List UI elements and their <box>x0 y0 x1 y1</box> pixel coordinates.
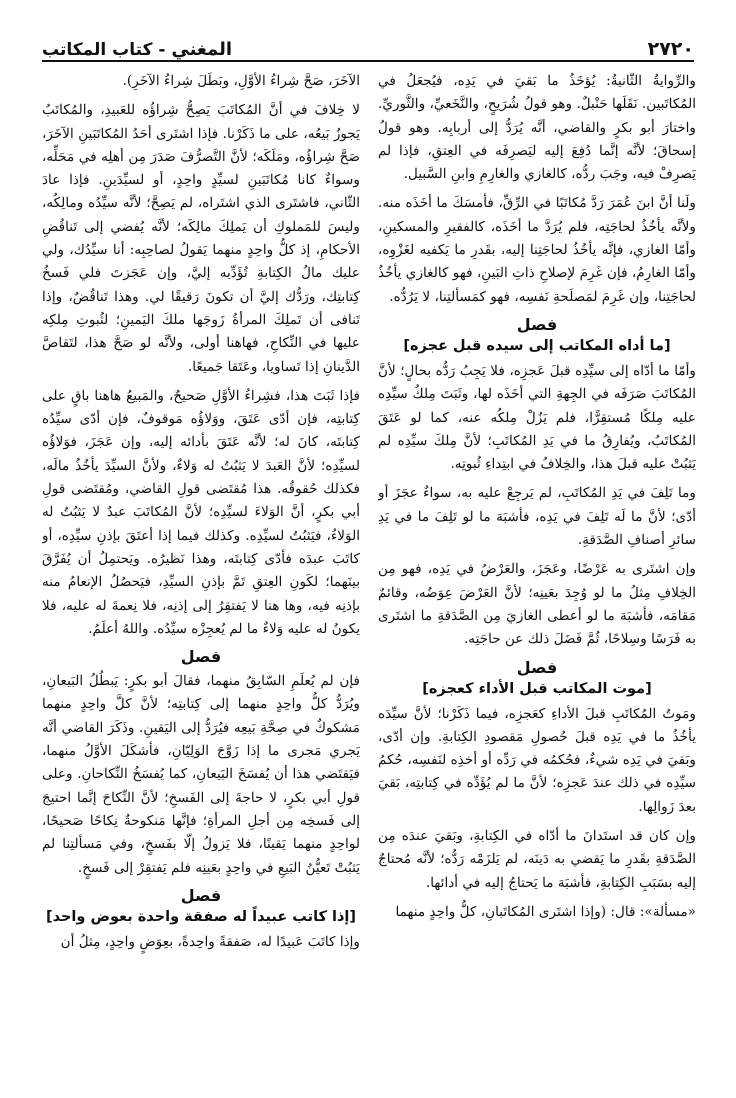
page-header <box>42 30 694 62</box>
paragraph: ولَنا أنَّ ابنَ عُمَرَ رَدَّ مُكاتَبًا في الرِّقِّ، فأمسَكَ ما أخَذَه منه. ولأنَّه يأخُذُ لحاجَتِه، فلم يُرَدَّ ما أخَذَه، كالفقيرِ والمسكينِ، وأمّا الغازي، فإنَّه يأخُذُ لحاجَتِنا إليه، بقَدرِ ما يَكفيه لغَزْوِه، وأمّا الغارِمُ، فإن غَرِمَ لإصلاحِ ذاتِ البَينِ، فهو كالغازي يأخُذُ لحاجَتِنا، وإن غَرِمَ لمَصلَحةِ نَفسِه، فهو كمَسألتِنا، لا يَرُدُّه. <box>378 195 696 305</box>
right-column <box>378 70 696 1062</box>
text-columns <box>42 70 696 1062</box>
title-separator: - <box>152 40 172 60</box>
section-heading: فصل <box>180 647 222 667</box>
running-title <box>42 39 232 60</box>
section-subtitle: [ما أداه المكاتب إلى سيده قبل عجزه] <box>403 337 671 354</box>
section-heading: فصل <box>180 885 222 905</box>
paragraph: وما تَلِفَ في يَدِ المُكاتَبِ، لم يَرجِعْ عليه به، سواءٌ عجَزَ أو أدّى؛ لأنَّ ما لَه تَلِفَ في يَدِه، فأشبَهَ ما لو تَلِفَ ما في يَدِ سائرِ أصنافِ الصَّدَقةِ. <box>378 485 696 549</box>
paragraph: والرِّوايةُ الثّانيةُ: يُؤخَذُ ما بَقيَ في يَدِه، فيُجعَلُ في المُكاتَبين. نَقَلَها حَنْبلٌ. وهو قولُ شُرَيحٍ، والنَّخَعيِّ، والثَّوريِّ. واختارَ أبو بكرٍ والقاضي، أنَّه يُرَدُّ إلى أربابِه. وهو قولُ إسحاقَ؛ لأنَّه إنَّما دُفِعَ إليه ليَصرِفَه في العِتقِ، فإذا لم يَصرِفْ فيه، وجَبَ ردُّه، كالغازي والغارِمِ وابنِ السَّبيل. <box>378 73 696 183</box>
section-subtitle: [إذا كاتب عبيداً له صفقة واحدة بعوض واحد] <box>45 908 357 925</box>
section-subtitle: [موت المكاتب قبل الأداء كعجزه] <box>422 680 652 697</box>
section-heading: فصل <box>516 314 558 334</box>
book-title: المغني <box>171 39 233 60</box>
paragraph: «مسألة»: قال: (وإذا اشتَرى المُكاتَبانِ، كلُّ واحِدٍ منهما <box>395 903 696 920</box>
paragraph: وإن اشتَرى به عَرْضًا، وعَجَزَ، والعَرْضُ في يَدِه، فهو مِن الخِلافِ مِثلُ ما لو وُجِدَ بعَينِه؛ لأنَّ العَرْضَ عِوَضُه، وقائمٌ مَقامَه، فأشبَهَ ما لو أعطى الغازيَ مِن الصَّدَقةِ ما اشتَرى به فَرَسًا وسِلاحًا، ثُمَّ فَضَلَ ذلك عن حاجَتِه. <box>378 561 696 648</box>
page-number: ٢٧٢٠ <box>647 38 694 60</box>
paragraph: الآخَرَ، صَحَّ شِراءُ الأوَّلِ، وبَطَلَ شِراءُ الآخَرِ). <box>122 73 360 89</box>
paragraph: لا خِلافَ في أنَّ المُكاتَبَ يَصِحُّ شِراؤُه للعَبيدِ، والمُكاتَبُ يَجوزُ بَيعُه، على ما ذَكَرْنا. فإذا اشتَرى أحَدُ المُكاتَبَينِ الآخَرَ، صَحَّ شِراؤُه، ومَلَكَه؛ لأنَّ التَّصرُّفَ صَدَرَ مِن أهلِه في مَحَلِّه، وسواءٌ كانا مُكاتَبَينِ لسيِّدٍ واحِدٍ، أو لسيِّدَينِ. فإذا عادَ الثّاني، فاشتَرى الذي اشتَراه، لم يَصِحَّ؛ لأنَّه سيِّدُه ومالِكُه، وليسَ للمَملوكِ أن يَملِكَ مالِكَه؛ لأنَّه يُفضي إلى تَناقُضِ الأحكامِ، إذ كلُّ واحِدٍ منهما يَقولُ لصاحِبِه: أنا سيِّدُك، ولي عليك مالُ الكِتابةِ تُؤَدِّيه إليَّ، وإن عَجَزتَ فلي فَسخُ كِتابتِك، ورَدُّك إليَّ أن تكونَ رَقيقًا لي. وهذا تَناقُضٌ، وإذا تَنافى أن تَملِكَ المرأةُ زَوجَها ملكَ اليَمينِ؛ لثُبوتِ مِلكِه عليها في النِّكاحِ، فهاهنا أولى، ولأنَّه لو صَحَّ هذا، لتَقاصَّ الدَّينانِ إذا تَساويا، وعَتَقا جَميعًا. <box>42 102 360 375</box>
left-column <box>42 70 360 1062</box>
chapter-title: كتاب المكاتب <box>42 40 153 60</box>
paragraph: ومَوتُ المُكاتَبِ قبلَ الأداءِ كعَجزِه، فيما ذَكَرْنا؛ لأنَّ سيِّدَه يأخُذُ ما في يَدِه قبلَ حُصولِ مَقصودِ الكِتابةِ. وإن أدّى، وبَقيَ في يَدِه شيءٌ، فحُكمُه في رَدِّه أو أخذِه لنَفسِه، حُكمُ سيِّدِه في ذلك عندَ عَجزِه؛ لأنَّ ما لم يُؤَدِّه في كِتابتِه، بَقيَ بعدَ زَوالِها. <box>378 705 696 815</box>
paragraph: فإن لم يُعلَمِ السّابِقُ منهما، فقالَ أبو بكرٍ: يَبطُلُ البَيعانِ، ويُرَدُّ كلُّ واحِدٍ منهما إلى كِتابتِه؛ لأنَّ كلَّ واحِدٍ منهما مَشكوكٌ في صِحَّةِ بَيعِه فيُرَدُّ إلى اليَقينِ. وذَكَرَ القاضي أنَّه يَجري مَجرى ما إذا زَوَّجَ الوَلِيّانِ، فأشكَلَ الأوَّلُ منهما، فيَقتَضي هذا أن يُفسَخَ البَيعانِ، كما يُفسَخُ النِّكاحانِ. وعلى قولِ أبي بكرٍ، لا حاجةَ إلى الفَسخِ؛ لأنَّ النِّكاحَ إنَّما احتيجَ إلى فَسخِه مِن أجلِ المرأةِ؛ فإنَّها مَنكوحةٌ نِكاحًا صَحيحًا، لواحِدٍ منهما يَقينًا، فلا يَزولُ إلّا بفَسخٍ، وفي مَسألتِنا لم يَثبُتْ تَعيُّنُ البَيعِ في واحِدٍ بعَينِه فلم يَفتقِرْ إلى فَسخٍ. <box>42 673 360 876</box>
section-heading: فصل <box>516 657 558 677</box>
paragraph: وأمّا ما أدّاه إلى سيِّدِه قبلَ عَجزِه، فلا يَجِبُ رَدُّه بحالٍ؛ لأنَّ المُكاتَبَ صَرَفَه في الجِهةِ التي أخَذَه لها، وثَبَتَ مِلكُ سيِّدِه عليه مِلكًا مُستقِرًّا، فلم يَزُلْ مِلكُه عنه، كما لو عَتَقَ المُكاتَبُ، ويُفارِقُ ما في يَدِ المُكاتَبِ؛ لأنَّ مِلكَ سيِّدِه لم يَثبُتْ عليه قبلَ هذا، والخِلافُ في ابتِداءِ ثُبوتِه. <box>378 362 696 473</box>
paragraph: فإذا ثَبَتَ هذا، فشِراءُ الأوَّلِ صَحيحٌ، والمَبيعُ هاهنا باقٍ على كِتابتِه، فإن أدّى عَتَقَ، ووَلاؤُه مَوقوفٌ، فإن أدّى سيِّدُه كِتابتَه، كانَ له؛ لأنَّه عَتَقَ بأدائه إليه، وإن عَجَزَ، فوَلاؤُه لسيِّدِه؛ لأنَّ العَبدَ لا يَثبُتُ له وَلاءٌ، ولأنَّ السيِّدَ يأخُذُ مالَه، فكذلك حُقوقُه. هذا مُقتَضى قولِ القاضي، ومُقتَضى قولِ أبي بكرٍ، أنَّ الوَلاءَ لسيِّدِه؛ لأنَّ المُكاتَبَ عبدٌ لا يَثبُتُ له الوَلاءُ، فيَثبُتُ لسيِّدِه. وكذلك فيما إذا أعتَقَ بإذنِ سيِّدِه، أو كاتَبَ عبدَه فأدّى كِتابتَه، وهذا نَظيرُه. ويَحتمِلُ أن يُفَرَّقَ بينَهما؛ لكَونِ العِتقِ تَمَّ بإذنِ السيِّدِ، فيَحصُلُ الإنعامُ منه بإذنِه فيه، وها هنا لا يَفتقِرُ إلى إذنِه، فلا نِعمةَ له عليه، فلا يكونُ له عليه وَلاءٌ ما لم يُعجِزْه سيِّدُه. واللهُ أعلَمُ. <box>42 387 360 637</box>
paragraph: وإن كان قد استَدانَ ما أدّاه في الكِتابةِ، وبَقيَ عندَه مِن الصَّدَقةِ بقَدرِ ما يَقضي به دَينَه، لم يَلزَمْه رَدُّه؛ لأنَّه مُحتاجٌ إليه بسَبَبِ الكِتابةِ، فأشبَهَ ما يَحتاجُ إليه في أدائها. <box>378 828 696 891</box>
paragraph: وإذا كاتَبَ عَبيدًا له، صَفقةً واحِدةً، بعِوَضٍ واحِدٍ، مِثلُ أن <box>60 933 360 950</box>
